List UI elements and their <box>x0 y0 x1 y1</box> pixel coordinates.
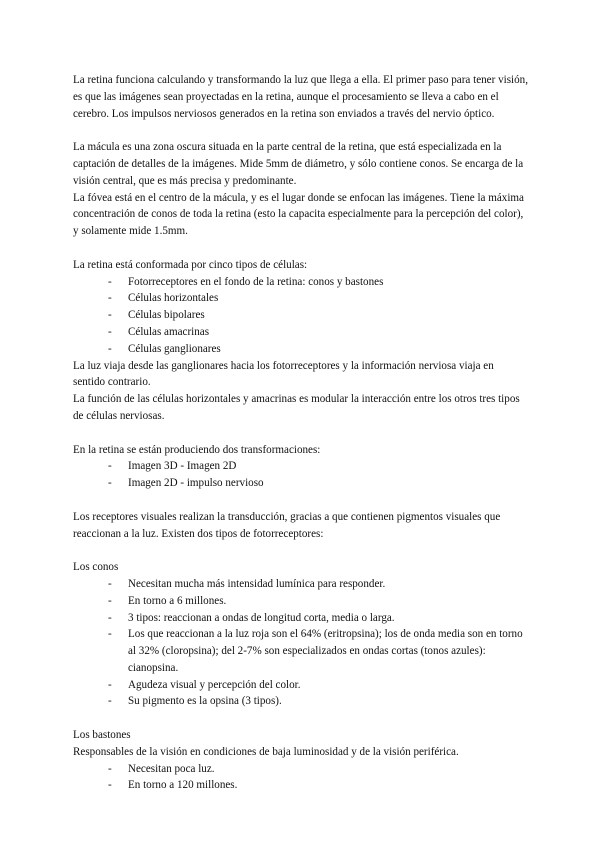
receptors-paragraph: Los receptores visuales realizan la transducción, gracias a que contienen pigmentos visuales que reaccionan a la luz. Existen dos tipos de fotorreceptores: <box>73 510 501 540</box>
list-item: - Necesitan mucha más intensidad lumínica para responder. <box>108 576 528 593</box>
transform-heading: En la retina se están produciendo dos transformaciones: <box>73 443 321 456</box>
list-item: - Necesitan poca luz. <box>108 761 528 778</box>
cells-list <box>73 274 528 358</box>
intro-paragraph: La retina funciona calculando y transformando la luz que llega a ella. El primer paso para tener visión, es que las imágenes sean proyectadas en la retina, aunque el procesamiento se lleva a cabo en el cerebro. Los impulsos nerviosos generados en la retina son enviados a través del nervio óptico. <box>73 74 528 120</box>
list-item: - Fotorreceptores en el fondo de la retina: conos y bastones <box>108 274 528 291</box>
bastones-heading: Los bastones <box>73 729 131 742</box>
list-item: - Células bipolares <box>108 307 528 324</box>
list-item: - Agudeza visual y percepción del color. <box>108 677 528 694</box>
conos-list <box>73 576 528 710</box>
list-item: - Células horizontales <box>108 290 528 307</box>
light-direction-paragraph: La luz viaja desde las ganglionares hacia los fotorreceptores y la información nerviosa viaja en sentido contrario. <box>73 359 494 389</box>
list-item: - En torno a 120 millones. <box>108 777 528 794</box>
bastones-description: Responsables de la visión en condiciones de baja luminosidad y de la visión periférica. <box>73 745 459 758</box>
list-item: - Los que reaccionan a la luz roja son el 64% (eritropsina); los de onda media son en torno al 32% (cloropsina); del 2-7% son especializados en ondas cortas (tonos azules): cianopsina. <box>108 626 528 676</box>
bastones-list <box>73 761 528 795</box>
cells-heading: La retina está conformada por cinco tipos de células: <box>73 258 308 271</box>
list-item: - Células amacrinas <box>108 324 528 341</box>
transform-list <box>73 458 528 492</box>
list-item: - Imagen 3D - Imagen 2D <box>108 458 528 475</box>
macula-paragraph: La mácula es una zona oscura situada en la parte central de la retina, que está especializada en la captación de detalles de la imágenes. Mide 5mm de diámetro, y sólo contiene conos. Se encarga de la visión central, que es más precisa y predominante. <box>73 141 524 187</box>
list-item: - Imagen 2D - impulso nervioso <box>108 475 528 492</box>
conos-heading: Los conos <box>73 561 119 574</box>
list-item: - Células ganglionares <box>108 341 528 358</box>
list-item: - En torno a 6 millones. <box>108 593 528 610</box>
list-item: - 3 tipos: reaccionan a ondas de longitud corta, media o larga. <box>108 610 528 627</box>
horizontal-amacrine-paragraph: La función de las células horizontales y amacrinas es modular la interacción entre los otros tres tipos de células nerviosas. <box>73 393 520 422</box>
list-item: - Su pigmento es la opsina (3 tipos). <box>108 693 528 710</box>
fovea-paragraph: La fóvea está en el centro de la mácula, y es el lugar donde se enfocan las imágenes. Tiene la máxima concentración de conos de toda la retina (esto la capacita especialmente para la percepción del color), y solamente mide 1.5mm. <box>73 191 524 238</box>
